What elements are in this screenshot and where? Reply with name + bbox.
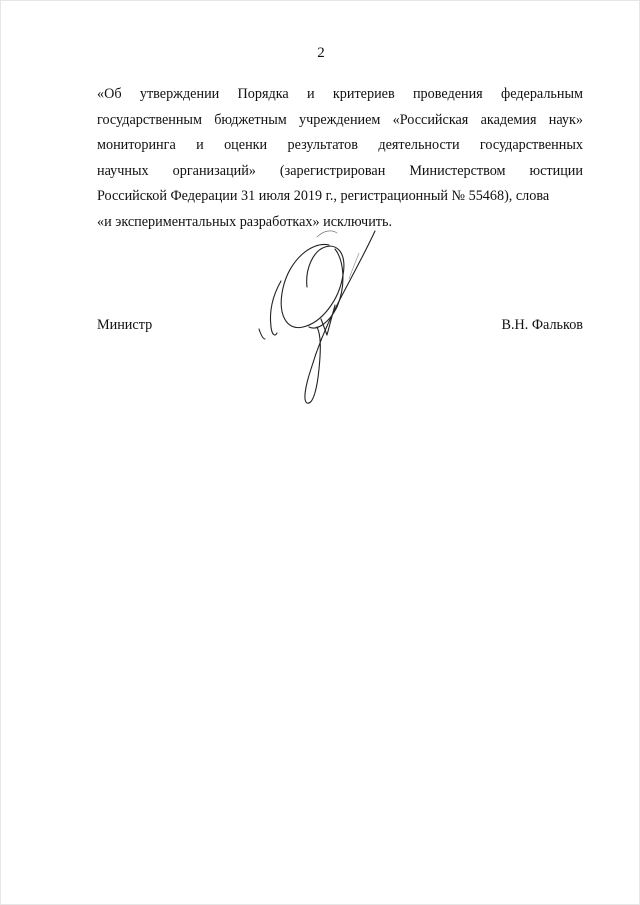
body-line: научных организаций» (зарегистрирован Министерством юстиции (97, 162, 583, 179)
body-line: «Об утверждении Порядка и критериев проведения федеральным (97, 86, 583, 102)
body-line: Российской Федерации 31 июля 2019 г., регистрационный № 55468), слова (97, 188, 550, 204)
handwritten-signature (251, 223, 381, 408)
body-paragraph (97, 84, 583, 237)
body-line: мониторинга и оценки результатов деятельности государственных (97, 137, 583, 153)
page-number: 2 (317, 45, 325, 61)
body-line: «и экспериментальных разработках» исключить. (97, 213, 392, 230)
body-line: государственным бюджетным учреждением «Российская академия наук» (97, 111, 583, 128)
signer-name: В.Н. Фальков (501, 317, 583, 333)
signer-title: Министр (97, 317, 153, 333)
